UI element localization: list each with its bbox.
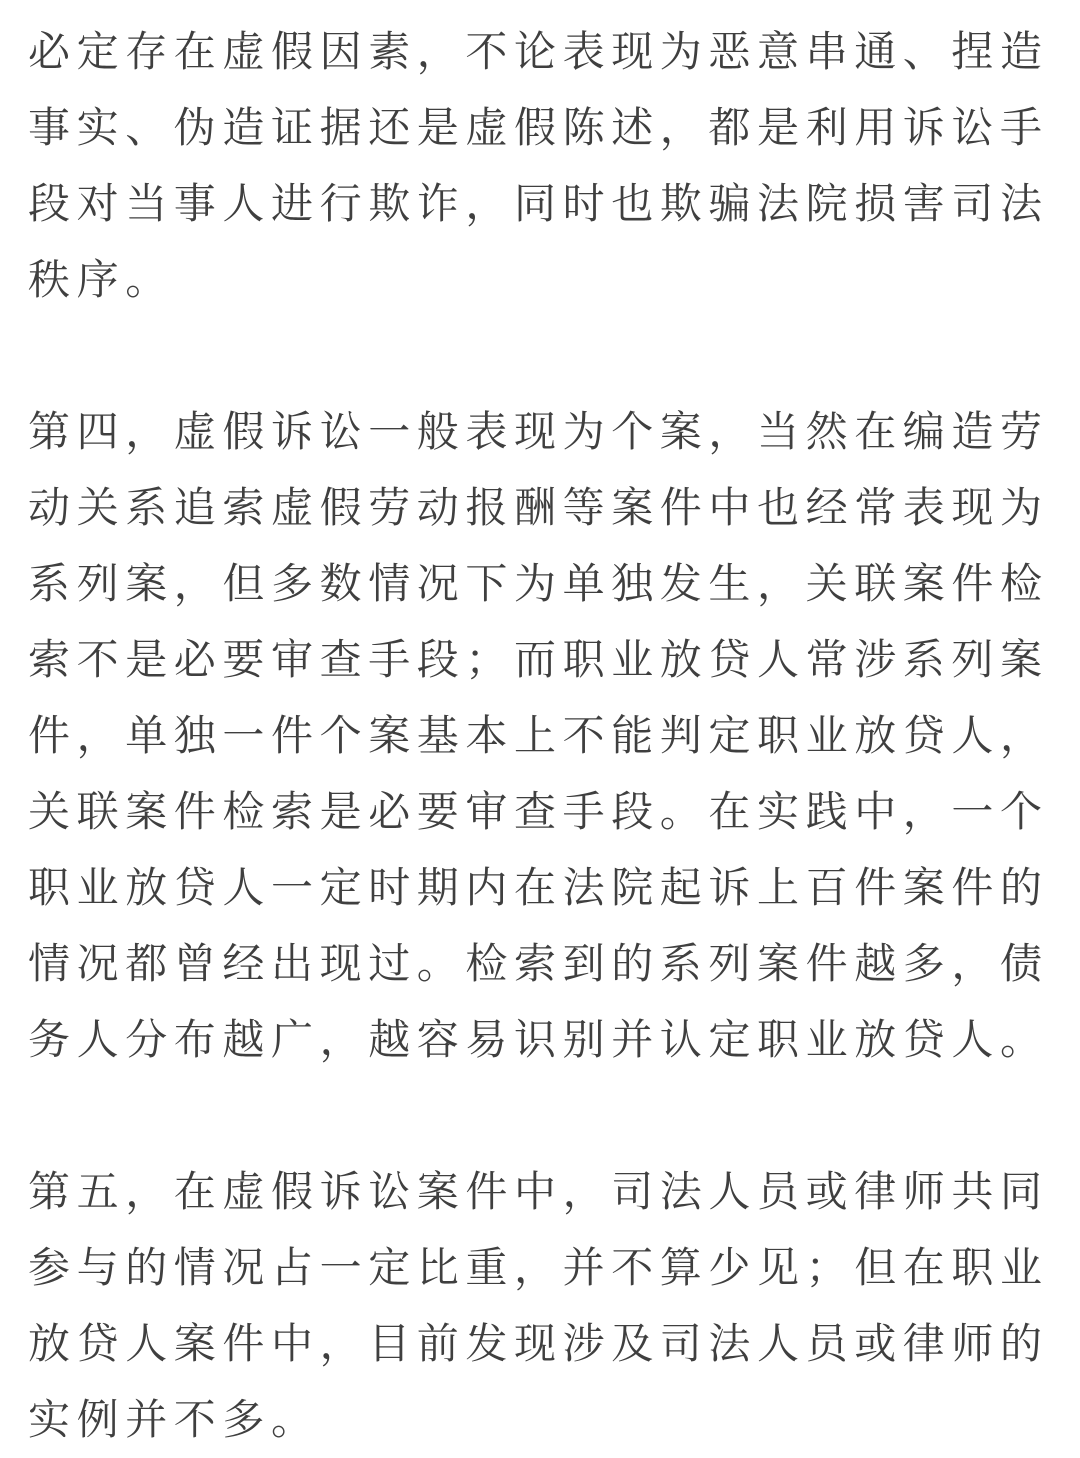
text-line: 系列案，但多数情况下为单独发生，关联案件检	[28, 559, 1049, 608]
paragraph-fifth	[28, 1154, 1056, 1458]
text-line: 关联案件检索是必要审查手段。在实践中，一个	[28, 787, 1049, 836]
paragraph-intro-continuation	[28, 14, 1056, 318]
article-body	[28, 14, 1056, 1458]
text-line: 参与的情况占一定比重，并不算少见；但在职业	[28, 1243, 1049, 1292]
paragraph-fourth	[28, 394, 1056, 1078]
text-line: 动关系追索虚假劳动报酬等案件中也经常表现为	[28, 483, 1049, 532]
text-line: 件，单独一件个案基本上不能判定职业放贷人，	[28, 711, 1049, 760]
text-line: 秩序。	[28, 255, 174, 304]
text-line: 情况都曾经出现过。检索到的系列案件越多，债	[28, 939, 1049, 988]
text-line: 第五，在虚假诉讼案件中，司法人员或律师共同	[28, 1167, 1049, 1216]
text-line: 事实、伪造证据还是虚假陈述，都是利用诉讼手	[28, 103, 1049, 152]
text-line: 索不是必要审查手段；而职业放贷人常涉系列案	[28, 635, 1049, 684]
text-line: 务人分布越广，越容易识别并认定职业放贷人。	[28, 1015, 1049, 1064]
text-line: 职业放贷人一定时期内在法院起诉上百件案件的	[28, 863, 1049, 912]
text-line: 实例并不多。	[28, 1395, 320, 1444]
text-line: 放贷人案件中，目前发现涉及司法人员或律师的	[28, 1319, 1049, 1368]
text-line: 第四，虚假诉讼一般表现为个案，当然在编造劳	[28, 407, 1049, 456]
text-line: 必定存在虚假因素，不论表现为恶意串通、捏造	[28, 27, 1049, 76]
text-line: 段对当事人进行欺诈，同时也欺骗法院损害司法	[28, 179, 1049, 228]
